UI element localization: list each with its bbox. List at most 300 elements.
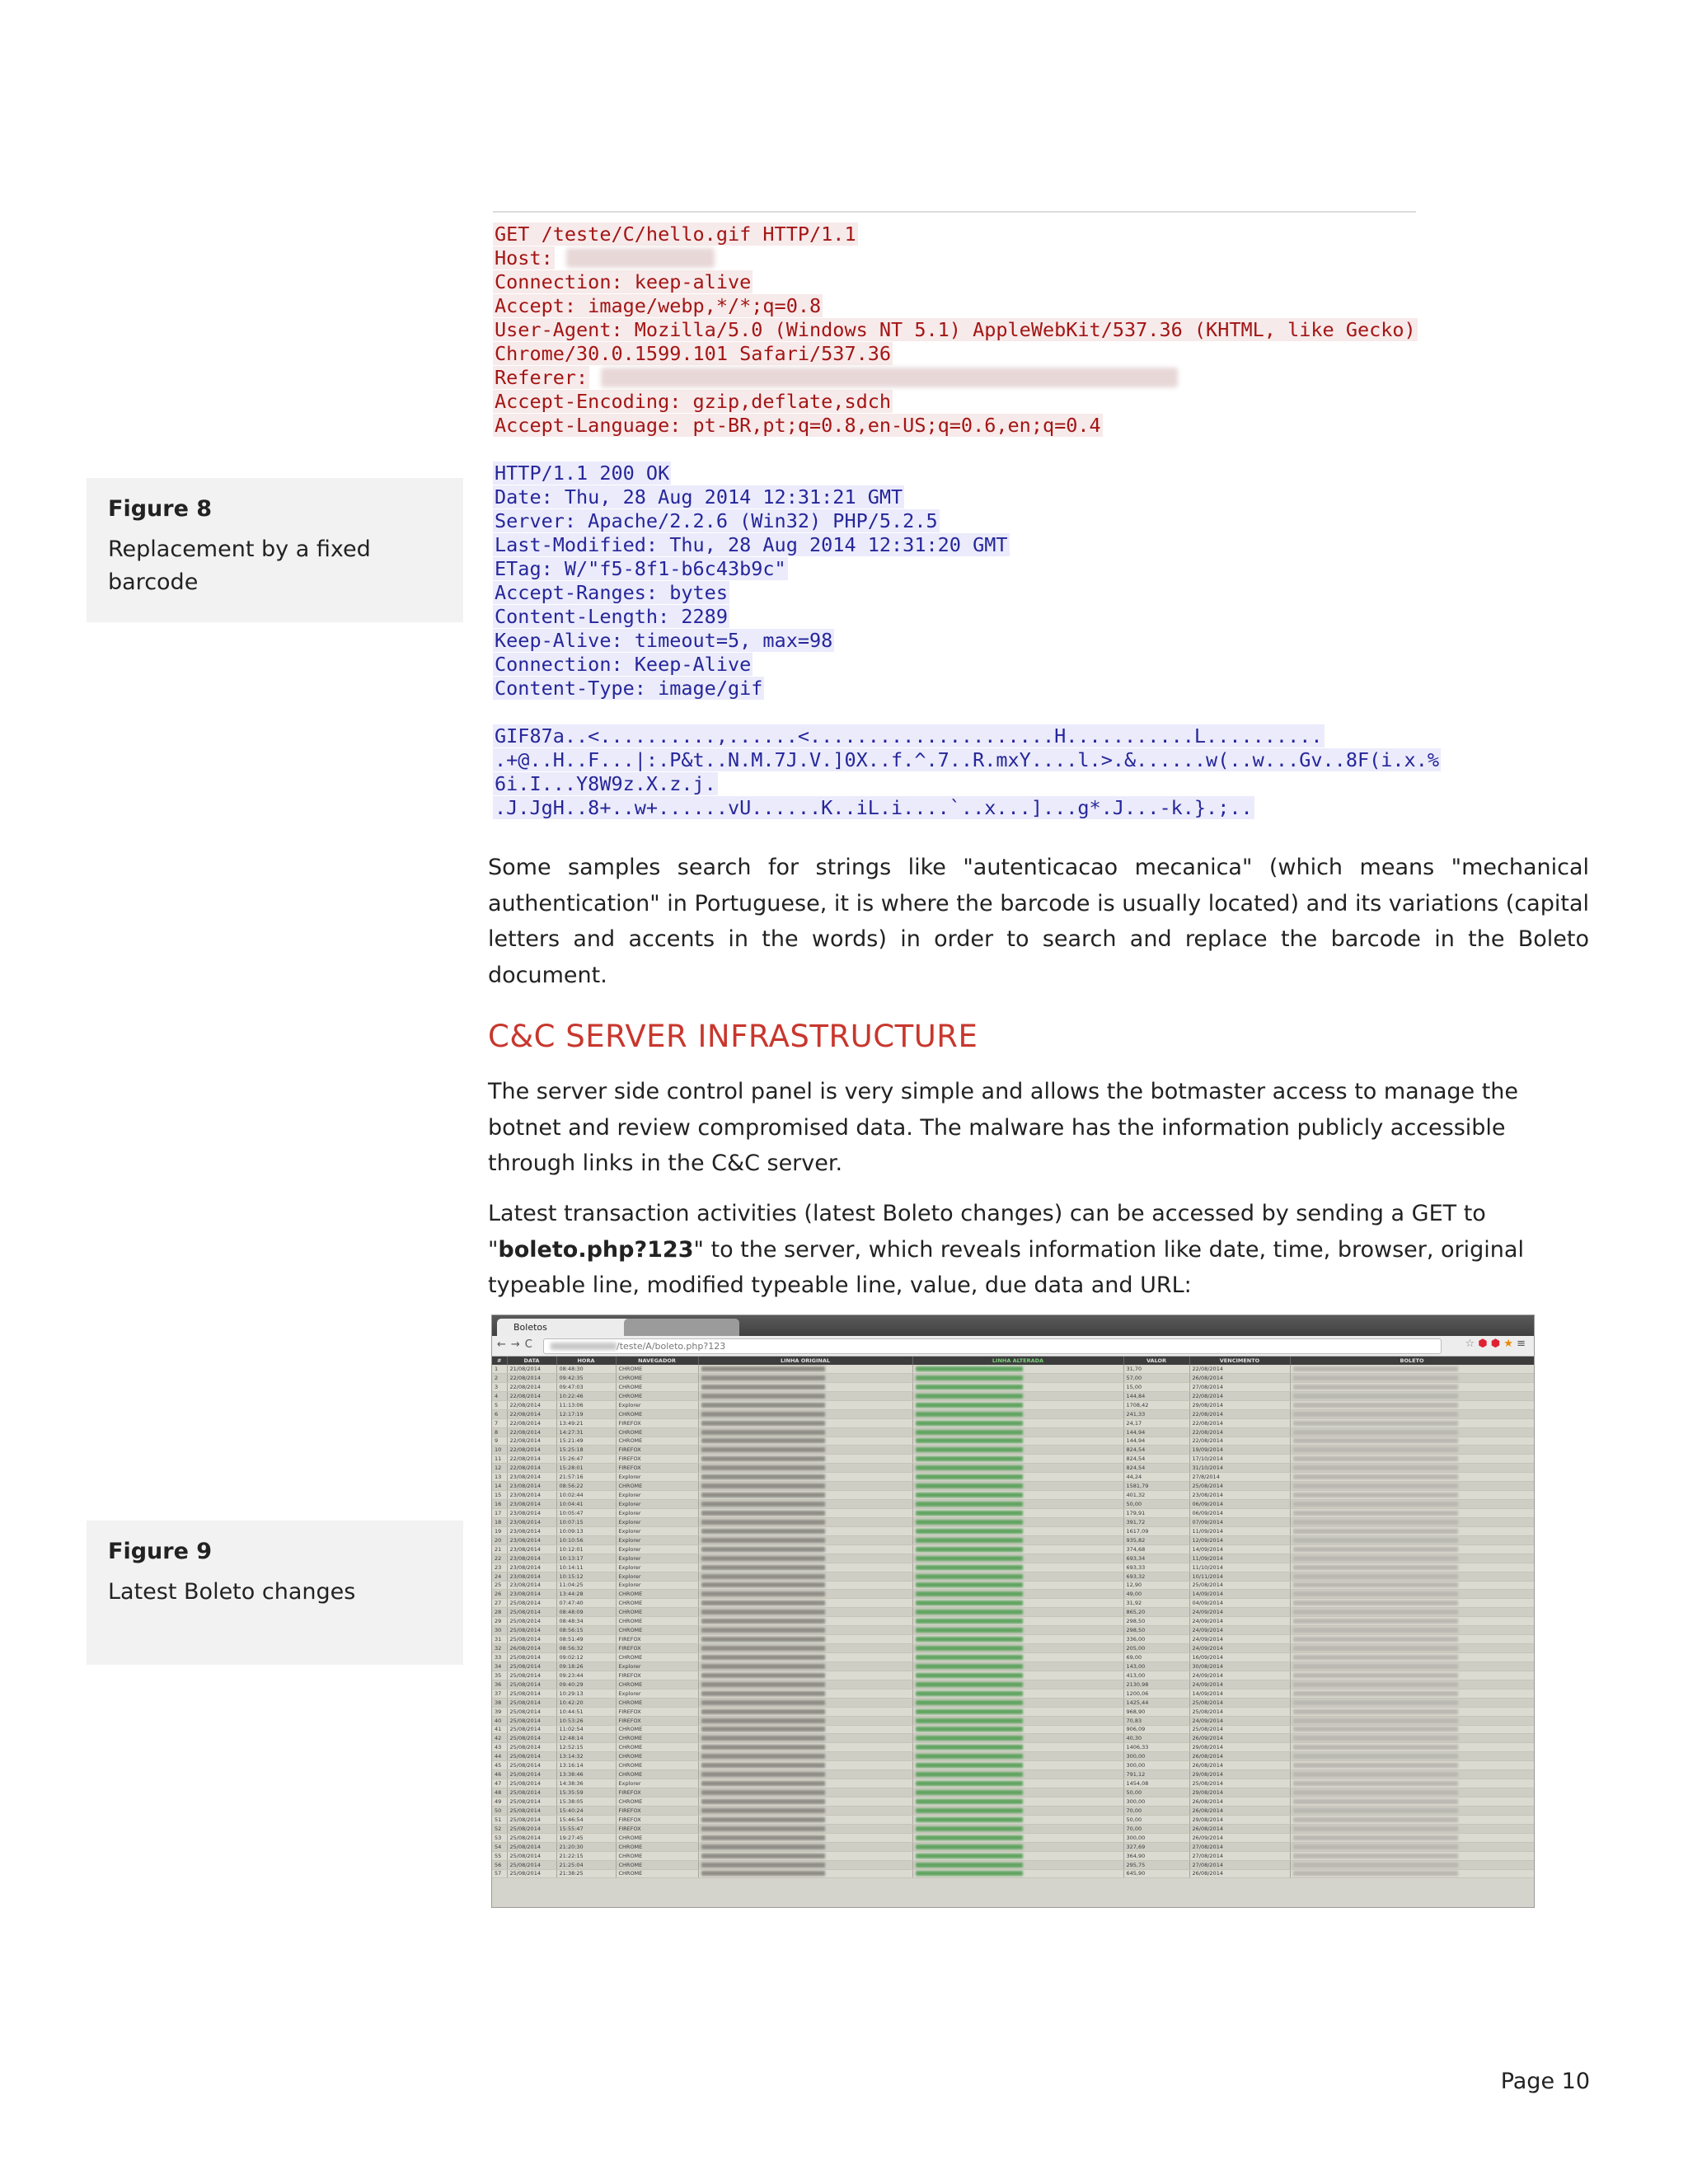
redacted-value: [1293, 1556, 1458, 1561]
redacted-value: [916, 1854, 1023, 1858]
redacted-value: [701, 1538, 825, 1543]
figure-description: Replacement by a fixed barcode: [108, 537, 371, 595]
redacted-value: [1293, 1835, 1458, 1840]
row-due-date: 24/09/2014: [1189, 1680, 1290, 1689]
row-time: 11:02:54: [556, 1725, 616, 1734]
row-boleto-url: [1290, 1464, 1534, 1473]
row-date: 25/08/2014: [507, 1743, 556, 1752]
redacted-value: [1293, 1547, 1458, 1552]
redacted-value: [701, 1430, 825, 1435]
redacted-value: [916, 1474, 1023, 1479]
row-altered-line: [912, 1473, 1123, 1482]
table-row: [492, 1509, 1534, 1518]
redacted-value: [701, 1826, 825, 1831]
row-altered-line: [912, 1671, 1123, 1680]
row-time: 14:27:31: [556, 1427, 616, 1436]
row-altered-line: [912, 1752, 1123, 1761]
row-time: 21:20:30: [556, 1842, 616, 1851]
row-boleto-url: [1290, 1418, 1534, 1427]
row-altered-line: [912, 1572, 1123, 1581]
row-date: 23/08/2014: [507, 1563, 556, 1572]
redacted-value: [916, 1601, 1023, 1605]
row-altered-line: [912, 1806, 1123, 1815]
row-altered-line: [912, 1427, 1123, 1436]
row-number: 19: [492, 1526, 507, 1535]
row-value: 1708,42: [1123, 1400, 1189, 1409]
row-altered-line: [912, 1581, 1123, 1590]
row-number: 1: [492, 1365, 507, 1373]
row-browser: Explorer: [616, 1563, 698, 1572]
row-original-line: [698, 1554, 912, 1563]
row-altered-line: [912, 1626, 1123, 1635]
redacted-value: [916, 1610, 1023, 1615]
redacted-value: [701, 1817, 825, 1822]
table-row: [492, 1617, 1534, 1626]
row-value: 865,20: [1123, 1608, 1189, 1617]
row-due-date: 24/09/2014: [1189, 1644, 1290, 1653]
row-time: 13:14:32: [556, 1752, 616, 1761]
row-altered-line: [912, 1526, 1123, 1535]
row-original-line: [698, 1535, 912, 1544]
redacted-value: [1293, 1502, 1458, 1507]
redacted-value: [916, 1366, 1023, 1371]
row-boleto-url: [1290, 1544, 1534, 1554]
row-value: 205,00: [1123, 1644, 1189, 1653]
row-original-line: [698, 1869, 912, 1878]
row-number: 36: [492, 1680, 507, 1689]
row-date: 25/08/2014: [507, 1734, 556, 1743]
row-number: 6: [492, 1409, 507, 1418]
redacted-value: [1293, 1582, 1458, 1587]
redacted-value: [1293, 1772, 1458, 1777]
table-row: [492, 1842, 1534, 1851]
redacted-value: [916, 1412, 1023, 1417]
row-time: 21:25:04: [556, 1860, 616, 1869]
table-row: [492, 1391, 1534, 1400]
row-time: 10:12:01: [556, 1544, 616, 1554]
row-boleto-url: [1290, 1860, 1534, 1869]
redacted-value: [1293, 1610, 1458, 1615]
row-original-line: [698, 1833, 912, 1842]
redacted-value: [1293, 1493, 1458, 1497]
row-date: 23/08/2014: [507, 1500, 556, 1509]
table-row: [492, 1680, 1534, 1689]
row-altered-line: [912, 1779, 1123, 1788]
redacted-value: [1293, 1700, 1458, 1705]
row-original-line: [698, 1653, 912, 1662]
row-time: 11:04:25: [556, 1581, 616, 1590]
row-browser: CHROME: [616, 1365, 698, 1373]
redacted-value: [1293, 1709, 1458, 1714]
redacted-value: [916, 1817, 1023, 1822]
row-date: 23/08/2014: [507, 1554, 556, 1563]
row-time: 10:14:11: [556, 1563, 616, 1572]
table-body: [492, 1365, 1534, 1878]
row-browser: CHROME: [616, 1427, 698, 1436]
row-due-date: 24/09/2014: [1189, 1635, 1290, 1644]
row-time: 15:55:47: [556, 1824, 616, 1833]
row-time: 15:35:59: [556, 1788, 616, 1797]
row-due-date: 27/08/2014: [1189, 1842, 1290, 1851]
row-date: 26/08/2014: [507, 1644, 556, 1653]
request-header: Chrome/30.0.1599.101 Safari/537.36: [495, 342, 892, 365]
row-value: 298,50: [1123, 1617, 1189, 1626]
row-boleto-url: [1290, 1554, 1534, 1563]
row-original-line: [698, 1572, 912, 1581]
table-row: [492, 1409, 1534, 1418]
row-altered-line: [912, 1680, 1123, 1689]
row-time: 08:48:09: [556, 1608, 616, 1617]
row-time: 10:05:47: [556, 1509, 616, 1518]
redacted-value: [701, 1736, 825, 1741]
row-browser: CHROME: [616, 1752, 698, 1761]
row-value: 179,91: [1123, 1509, 1189, 1518]
redacted-value: [916, 1655, 1023, 1660]
redacted-value: [916, 1556, 1023, 1561]
row-altered-line: [912, 1608, 1123, 1617]
row-browser: FIREFOX: [616, 1671, 698, 1680]
row-number: 24: [492, 1572, 507, 1581]
table-row: [492, 1554, 1534, 1563]
row-value: 791,12: [1123, 1770, 1189, 1779]
row-due-date: 25/08/2014: [1189, 1698, 1290, 1707]
row-browser: Explorer: [616, 1491, 698, 1500]
row-number: 51: [492, 1815, 507, 1824]
redacted-value: [916, 1628, 1023, 1633]
row-value: 24,17: [1123, 1418, 1189, 1427]
row-number: 5: [492, 1400, 507, 1409]
table-row: [492, 1815, 1534, 1824]
row-boleto-url: [1290, 1779, 1534, 1788]
row-original-line: [698, 1491, 912, 1500]
row-original-line: [698, 1509, 912, 1518]
row-value: 401,32: [1123, 1491, 1189, 1500]
row-original-line: [698, 1473, 912, 1482]
redacted-value: [1293, 1465, 1458, 1470]
table-row: [492, 1761, 1534, 1770]
table-row: [492, 1797, 1534, 1807]
row-value: 44,24: [1123, 1473, 1189, 1482]
row-due-date: 25/08/2014: [1189, 1725, 1290, 1734]
row-due-date: 27/08/2014: [1189, 1860, 1290, 1869]
column-header: LINHA ALTERADA: [912, 1357, 1123, 1365]
row-due-date: 26/09/2014: [1189, 1833, 1290, 1842]
row-browser: Explorer: [616, 1500, 698, 1509]
row-number: 34: [492, 1661, 507, 1671]
row-value: 70,00: [1123, 1824, 1189, 1833]
back-forward-reload-icon[interactable]: ←→C: [497, 1338, 537, 1351]
row-original-line: [698, 1436, 912, 1446]
redacted-value: [1293, 1727, 1458, 1732]
row-boleto-url: [1290, 1491, 1534, 1500]
row-original-line: [698, 1464, 912, 1473]
row-value: 15,00: [1123, 1382, 1189, 1391]
redacted-value: [701, 1582, 825, 1587]
row-date: 23/08/2014: [507, 1590, 556, 1599]
row-time: 10:44:51: [556, 1707, 616, 1716]
row-boleto-url: [1290, 1698, 1534, 1707]
table-row: [492, 1455, 1534, 1464]
row-browser: CHROME: [616, 1409, 698, 1418]
row-boleto-url: [1290, 1788, 1534, 1797]
row-time: 10:22:46: [556, 1391, 616, 1400]
redacted-value: [701, 1565, 825, 1570]
response-line: HTTP/1.1 200 OK: [495, 462, 670, 485]
row-value: 57,00: [1123, 1373, 1189, 1382]
row-boleto-url: [1290, 1572, 1534, 1581]
row-time: 13:49:21: [556, 1418, 616, 1427]
row-original-line: [698, 1824, 912, 1833]
redacted-value: [701, 1718, 825, 1723]
row-due-date: 22/08/2014: [1189, 1418, 1290, 1427]
row-altered-line: [912, 1788, 1123, 1797]
row-due-date: 22/08/2014: [1189, 1427, 1290, 1436]
redacted-value: [701, 1465, 825, 1470]
row-number: 45: [492, 1761, 507, 1770]
row-date: 25/08/2014: [507, 1770, 556, 1779]
redacted-value: [701, 1574, 825, 1579]
row-boleto-url: [1290, 1842, 1534, 1851]
row-browser: Explorer: [616, 1689, 698, 1698]
redacted-value: [701, 1493, 825, 1497]
table-row: [492, 1779, 1534, 1788]
row-altered-line: [912, 1365, 1123, 1373]
row-time: 08:51:49: [556, 1635, 616, 1644]
row-browser: CHROME: [616, 1436, 698, 1446]
browser-extensions-icon[interactable]: ☆ ⬢ ⬢ ★ ≡: [1465, 1338, 1526, 1350]
redacted-value: [1293, 1591, 1458, 1596]
row-number: 9: [492, 1436, 507, 1446]
redacted-value: [1293, 1854, 1458, 1858]
row-value: 50,00: [1123, 1815, 1189, 1824]
row-altered-line: [912, 1661, 1123, 1671]
redacted-value: [701, 1601, 825, 1605]
redacted-value: [701, 1556, 825, 1561]
response-header: Content-Length: 2289: [495, 605, 728, 628]
redacted-value: [916, 1844, 1023, 1849]
redacted-referer: [601, 368, 1178, 387]
row-altered-line: [912, 1743, 1123, 1752]
figure-description: Latest Boleto changes: [108, 1579, 356, 1605]
redacted-value: [701, 1591, 825, 1596]
row-altered-line: [912, 1535, 1123, 1544]
table-row: [492, 1608, 1534, 1617]
redacted-value: [1293, 1826, 1458, 1831]
row-time: 09:18:26: [556, 1661, 616, 1671]
redacted-value: [916, 1619, 1023, 1624]
request-header: Accept: image/webp,*/*;q=0.8: [495, 294, 822, 317]
row-altered-line: [912, 1382, 1123, 1391]
row-date: 25/08/2014: [507, 1626, 556, 1635]
row-value: 31,92: [1123, 1599, 1189, 1608]
row-boleto-url: [1290, 1626, 1534, 1635]
redacted-value: [701, 1474, 825, 1479]
row-time: 21:38:25: [556, 1869, 616, 1878]
row-time: 09:40:29: [556, 1680, 616, 1689]
table-row: [492, 1653, 1534, 1662]
row-time: 19:27:45: [556, 1833, 616, 1842]
table-row: [492, 1725, 1534, 1734]
row-boleto-url: [1290, 1409, 1534, 1418]
response-header: Server: Apache/2.2.6 (Win32) PHP/5.2.5: [495, 509, 938, 532]
row-browser: CHROME: [616, 1860, 698, 1869]
redacted-value: [701, 1394, 825, 1399]
row-boleto-url: [1290, 1608, 1534, 1617]
row-date: 25/08/2014: [507, 1752, 556, 1761]
row-value: 374,68: [1123, 1544, 1189, 1554]
redacted-value: [916, 1511, 1023, 1516]
row-original-line: [698, 1590, 912, 1599]
row-browser: FIREFOX: [616, 1644, 698, 1653]
redacted-value: [916, 1438, 1023, 1443]
figure-8-caption: [87, 478, 463, 622]
response-header: Keep-Alive: timeout=5, max=98: [495, 629, 833, 652]
row-time: 08:48:34: [556, 1617, 616, 1626]
row-boleto-url: [1290, 1400, 1534, 1409]
table-row: [492, 1517, 1534, 1526]
row-original-line: [698, 1671, 912, 1680]
redacted-value: [916, 1700, 1023, 1705]
row-number: 10: [492, 1446, 507, 1455]
row-time: 10:13:17: [556, 1554, 616, 1563]
redacted-value: [1293, 1682, 1458, 1687]
redacted-value: [701, 1547, 825, 1552]
row-value: 824,54: [1123, 1464, 1189, 1473]
row-boleto-url: [1290, 1365, 1534, 1373]
top-rule: [493, 211, 1416, 213]
redacted-value: [701, 1366, 825, 1371]
row-date: 22/08/2014: [507, 1382, 556, 1391]
page-number: Page 10: [1500, 2069, 1590, 2094]
row-boleto-url: [1290, 1806, 1534, 1815]
row-boleto-url: [1290, 1689, 1534, 1698]
row-due-date: 24/09/2014: [1189, 1608, 1290, 1617]
table-row: [492, 1734, 1534, 1743]
gif-line: .+@..H..F...|:.P&t..N.M.7J.V.]0X..f.^.7..R.mxY....l.>.&......w(..w...Gv..8F(i.x.%: [495, 748, 1440, 771]
row-date: 25/08/2014: [507, 1707, 556, 1716]
gif-line: GIF87a..<..........,......<.....................H...........L..........: [495, 724, 1323, 748]
redacted-value: [916, 1718, 1023, 1723]
redacted-value: [1293, 1763, 1458, 1768]
redacted-value: [701, 1691, 825, 1696]
row-browser: CHROME: [616, 1842, 698, 1851]
redacted-value: [701, 1447, 825, 1452]
row-time: 09:42:35: [556, 1373, 616, 1382]
row-value: 824,54: [1123, 1455, 1189, 1464]
row-number: 12: [492, 1464, 507, 1473]
row-due-date: 23/08/2014: [1189, 1491, 1290, 1500]
redacted-value: [701, 1709, 825, 1714]
redacted-value: [916, 1376, 1023, 1380]
row-value: 49,00: [1123, 1590, 1189, 1599]
redacted-value: [1293, 1871, 1458, 1876]
row-value: 70,83: [1123, 1716, 1189, 1725]
row-time: 08:48:30: [556, 1365, 616, 1373]
row-value: 50,00: [1123, 1788, 1189, 1797]
row-original-line: [698, 1373, 912, 1382]
redacted-value: [701, 1421, 825, 1426]
row-original-line: [698, 1661, 912, 1671]
row-altered-line: [912, 1689, 1123, 1698]
row-number: 44: [492, 1752, 507, 1761]
redacted-value: [701, 1745, 825, 1750]
row-value: 391,72: [1123, 1517, 1189, 1526]
row-altered-line: [912, 1590, 1123, 1599]
redacted-value: [916, 1790, 1023, 1795]
redacted-value: [916, 1664, 1023, 1669]
row-due-date: 24/09/2014: [1189, 1626, 1290, 1635]
redacted-value: [701, 1844, 825, 1849]
request-header: Accept-Encoding: gzip,deflate,sdch: [495, 390, 892, 413]
row-due-date: 31/10/2014: [1189, 1464, 1290, 1473]
row-date: 22/08/2014: [507, 1409, 556, 1418]
response-header: Last-Modified: Thu, 28 Aug 2014 12:31:20 GMT: [495, 533, 1008, 556]
row-altered-line: [912, 1491, 1123, 1500]
row-browser: CHROME: [616, 1373, 698, 1382]
gif-line: .J.JgH..8+..w+......vU......K..iL.i....`..x...]...g*.J...-k.}.;..: [495, 796, 1253, 819]
redacted-value: [701, 1610, 825, 1615]
row-value: 693,32: [1123, 1572, 1189, 1581]
row-number: 42: [492, 1734, 507, 1743]
row-due-date: 11/09/2014: [1189, 1554, 1290, 1563]
row-boleto-url: [1290, 1707, 1534, 1716]
url-field[interactable]: /teste/A/boleto.php?123: [543, 1338, 1442, 1354]
redacted-value: [1293, 1790, 1458, 1795]
row-number: 23: [492, 1563, 507, 1572]
table-row: [492, 1626, 1534, 1635]
row-boleto-url: [1290, 1815, 1534, 1824]
row-original-line: [698, 1770, 912, 1779]
redacted-value: [916, 1483, 1023, 1488]
row-due-date: 26/08/2014: [1189, 1824, 1290, 1833]
row-altered-line: [912, 1418, 1123, 1427]
row-boleto-url: [1290, 1535, 1534, 1544]
column-header: DATA: [507, 1357, 556, 1365]
response-header: Connection: Keep-Alive: [495, 653, 752, 676]
row-boleto-url: [1290, 1752, 1534, 1761]
redacted-value: [701, 1646, 825, 1651]
row-value: 40,30: [1123, 1734, 1189, 1743]
row-browser: CHROME: [616, 1590, 698, 1599]
request-referer: Referer:: [493, 366, 1416, 390]
column-header: VALOR: [1123, 1357, 1189, 1365]
table-row: [492, 1446, 1534, 1455]
row-altered-line: [912, 1734, 1123, 1743]
redacted-value: [701, 1835, 825, 1840]
row-date: 25/08/2014: [507, 1860, 556, 1869]
row-number: 57: [492, 1869, 507, 1878]
row-value: 241,33: [1123, 1409, 1189, 1418]
row-due-date: 22/08/2014: [1189, 1409, 1290, 1418]
redacted-value: [916, 1547, 1023, 1552]
redacted-value: [916, 1799, 1023, 1804]
row-number: 17: [492, 1509, 507, 1518]
row-value: 300,00: [1123, 1833, 1189, 1842]
redacted-value: [1293, 1456, 1458, 1461]
row-due-date: 27/08/2014: [1189, 1382, 1290, 1391]
row-original-line: [698, 1779, 912, 1788]
browser-tab[interactable]: Boletos: [497, 1319, 637, 1336]
table-row: [492, 1599, 1534, 1608]
browser-tab-inactive[interactable]: [624, 1319, 739, 1336]
row-value: 693,34: [1123, 1554, 1189, 1563]
row-due-date: 29/08/2014: [1189, 1770, 1290, 1779]
row-boleto-url: [1290, 1653, 1534, 1662]
redacted-value: [701, 1412, 825, 1417]
redacted-value: [916, 1520, 1023, 1525]
row-date: 23/08/2014: [507, 1572, 556, 1581]
row-due-date: 06/09/2014: [1189, 1509, 1290, 1518]
